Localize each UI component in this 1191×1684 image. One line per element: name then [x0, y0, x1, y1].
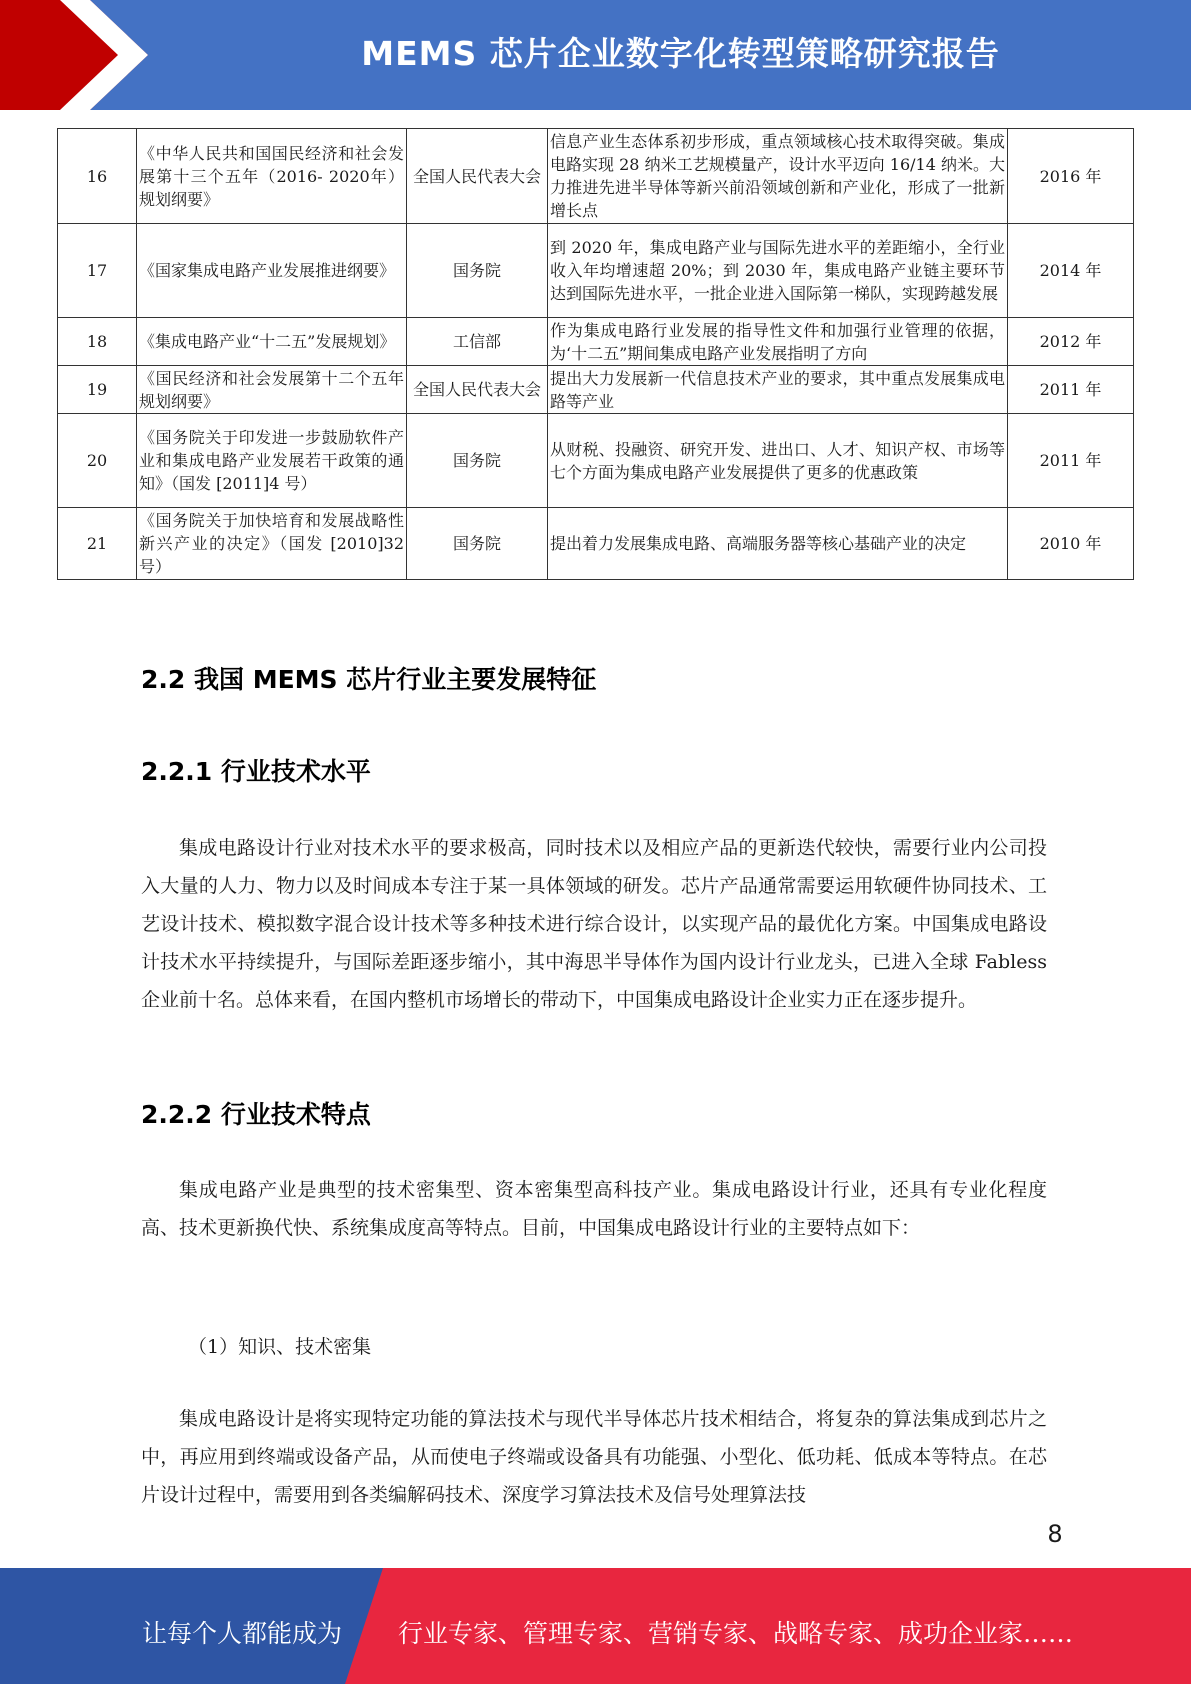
row-number: 20	[58, 414, 137, 508]
page-header	[0, 0, 1191, 110]
policy-table	[57, 128, 1134, 580]
issuing-body: 国务院	[407, 508, 548, 580]
policy-content: 信息产业生态体系初步形成，重点领域核心技术取得突破。集成电路实现 28 纳米工艺规模量产，设计水平迈向 16/14 纳米。大力推进先进半导体等新兴前沿领域创新和产业化，形成了一批新增长点	[548, 129, 1008, 224]
row-number: 21	[58, 508, 137, 580]
paragraph-tech-level: 集成电路设计行业对技术水平的要求极高，同时技术以及相应产品的更新迭代较快，需要行业内公司投入大量的人力、物力以及时间成本专注于某一具体领域的研发。芯片产品通常需要运用软硬件协同技术、工艺设计技术、模拟数字混合设计技术等多种技术进行综合设计，以实现产品的最优化方案。中国集成电路设计技术水平持续提升，与国际差距逐步缩小，其中海思半导体作为国内设计行业龙头，已进入全球 Fabless 企业前十名。总体来看，在国内整机市场增长的带动下，中国集成电路设计企业实力正在逐步提升。	[141, 837, 1047, 1011]
policy-name: 《国务院关于加快培育和发展战略性新兴产业的决定》（国发 [2010]32 号）	[137, 508, 407, 580]
policy-content: 提出大力发展新一代信息技术产业的要求，其中重点发展集成电路等产业	[548, 366, 1008, 414]
policy-content: 从财税、投融资、研究开发、进出口、人才、知识产权、市场等七个方面为集成电路产业发展提供了更多的优惠政策	[548, 414, 1008, 508]
issuing-body: 国务院	[407, 224, 548, 318]
policy-year: 2012 年	[1008, 318, 1134, 366]
policy-year: 2010 年	[1008, 508, 1134, 580]
policy-name: 《国务院关于印发进一步鼓励软件产业和集成电路产业发展若干政策的通知》（国发 [2011]4 号）	[137, 414, 407, 508]
section-heading: 2.2 我国 MEMS 芯片行业主要发展特征	[141, 665, 597, 694]
table-row	[58, 129, 1134, 224]
report-title: MEMS 芯片企业数字化转型策略研究报告	[361, 34, 1000, 73]
row-number: 16	[58, 129, 137, 224]
table-row	[58, 318, 1134, 366]
policy-name: 《集成电路产业“十二五”发展规划》	[137, 318, 407, 366]
policy-year: 2011 年	[1008, 414, 1134, 508]
page-number: 8	[1047, 1520, 1063, 1548]
subsection-heading-tech-features: 2.2.2 行业技术特点	[141, 1100, 371, 1129]
paragraph-ic-design: 集成电路设计是将实现特定功能的算法技术与现代半导体芯片技术相结合，将复杂的算法集成到芯片之中，再应用到终端或设备产品，从而使电子终端或设备具有功能强、小型化、低功耗、低成本等特点。在芯片设计过程中，需要用到各类编解码技术、深度学习算法技术及信号处理算法技	[141, 1408, 1047, 1506]
policy-year: 2014 年	[1008, 224, 1134, 318]
row-number: 19	[58, 366, 137, 414]
policy-content: 提出着力发展集成电路、高端服务器等核心基础产业的决定	[548, 508, 1008, 580]
policy-year: 2016 年	[1008, 129, 1134, 224]
policy-name: 《中华人民共和国国民经济和社会发展第十三个五年（2016- 2020年）规划纲要》	[137, 129, 407, 224]
table-row	[58, 414, 1134, 508]
policy-name: 《国民经济和社会发展第十二个五年规划纲要》	[137, 366, 407, 414]
policy-year: 2011 年	[1008, 366, 1134, 414]
issuing-body: 工信部	[407, 318, 548, 366]
policy-name: 《国家集成电路产业发展推进纲要》	[137, 224, 407, 318]
table-row	[58, 508, 1134, 580]
footer-slogan-right: 行业专家、管理专家、营销专家、战略专家、成功企业家……	[398, 1619, 1074, 1648]
table-row	[58, 224, 1134, 318]
row-number: 17	[58, 224, 137, 318]
footer-slogan-left: 让每个人都能成为	[142, 1619, 343, 1648]
subsection-heading-tech-level: 2.2.1 行业技术水平	[141, 757, 371, 786]
paragraph-tech-features: 集成电路产业是典型的技术密集型、资本密集型高科技产业。集成电路设计行业，还具有专业化程度高、技术更新换代快、系统集成度高等特点。目前，中国集成电路设计行业的主要特点如下：	[141, 1179, 1047, 1239]
page-footer	[0, 1568, 1191, 1684]
table-row	[58, 366, 1134, 414]
policy-content: 作为集成电路行业发展的指导性文件和加强行业管理的依据，为‘十二五”期间集成电路产业发展指明了方向	[548, 318, 1008, 366]
issuing-body: 全国人民代表大会	[407, 366, 548, 414]
policy-content: 到 2020 年，集成电路产业与国际先进水平的差距缩小，全行业收入年均增速超 20%；到 2030 年，集成电路产业链主要环节达到国际先进水平，一批企业进入国际第一梯队，实现跨越发展	[548, 224, 1008, 318]
issuing-body: 国务院	[407, 414, 548, 508]
issuing-body: 全国人民代表大会	[407, 129, 548, 224]
list-item-knowledge-intensive: （1）知识、技术密集	[188, 1336, 372, 1358]
row-number: 18	[58, 318, 137, 366]
